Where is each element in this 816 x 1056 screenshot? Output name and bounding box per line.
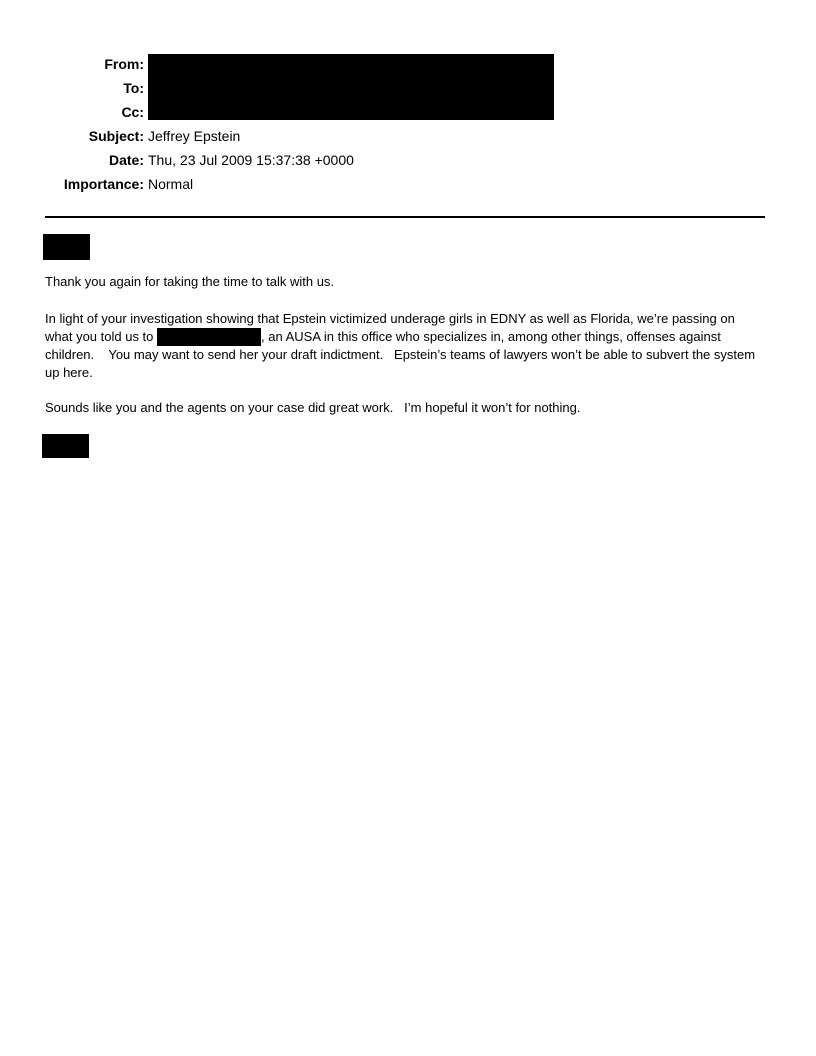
- subject-row: [0, 124, 816, 148]
- cc-label: Cc:: [121, 104, 144, 120]
- importance-value: Normal: [148, 176, 194, 192]
- name-redaction: [157, 328, 261, 346]
- body-paragraph-2-part-2: , an AUSA in this office who specializes in, among other things, offenses against children. You may want to send her your draft indictment. Epstein’s teams of lawyers won’t be able to subvert the system up here.: [45, 329, 759, 380]
- to-label: To:: [123, 80, 144, 96]
- date-label: Date:: [108, 152, 144, 168]
- body-paragraph-1: Thank you again for taking the time to talk with us.: [45, 274, 335, 289]
- body-paragraph-2: [45, 310, 765, 382]
- importance-row: [0, 172, 816, 196]
- date-value: Thu, 23 Jul 2009 15:37:38 +0000: [148, 152, 354, 168]
- signature-redaction: [42, 434, 89, 458]
- email-header: [0, 52, 816, 196]
- date-row: [0, 148, 816, 172]
- to-row: [0, 76, 816, 100]
- subject-label: Subject:: [88, 128, 144, 144]
- header-divider: [45, 216, 765, 218]
- subject-value: Jeffrey Epstein: [148, 128, 241, 144]
- cc-row: [0, 100, 816, 124]
- greeting-redaction: [43, 234, 90, 260]
- body-paragraph-2-part-1: In light of your investigation showing that Epstein victimized underage girls in EDNY as well as Florida, we’re passing on what you told us to: [45, 311, 739, 344]
- importance-label: Importance:: [63, 176, 144, 192]
- from-row: [0, 52, 816, 76]
- from-label: From:: [104, 56, 144, 72]
- body-paragraph-3: Sounds like you and the agents on your case did great work. I’m hopeful it won’t for nothing.: [45, 400, 581, 415]
